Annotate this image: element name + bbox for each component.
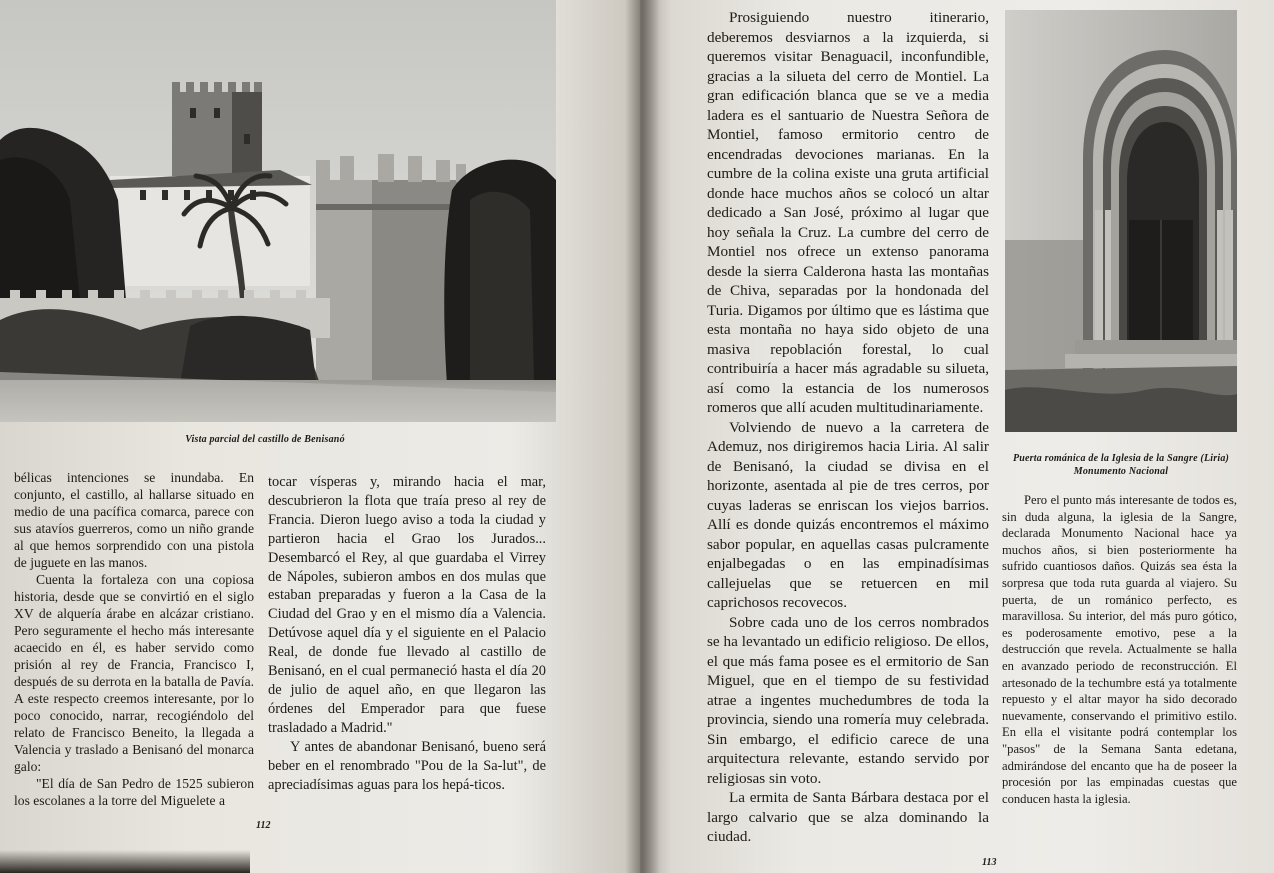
paragraph: tocar vísperas y, mirando hacia el mar, descubrieron la flota que traía preso al rey de Francia. Dieron luego aviso a toda la ciudad y partieron hacia el Grao los Jurados... Desembarcó el Rey, al que guardaba el Virrey de Nápoles, subieron ambos en dos mulas que estaban preparadas y fueron a la Casa de la Ciudad del Grao y en el mismo día a Valencia. Detúvose aquel día y el siguiente en el Palacio Real, de donde fue llevado al castillo de Benisanó, en el cual permaneció hasta el día 20 de julio de aquel año, en que llegaron las órdenes del Emperador para que fuese trasladado a Madrid."	[268, 474, 546, 736]
paragraph: Sobre cada uno de los cerros nombrados se ha levantado un edificio religioso. De ellos, el que más fama posee es el ermitorio de San Miguel, que en el tiempo de su festividad atrae a ingentes muchedumbres de toda la provincia, siendo una romería muy celebrada. Sin embargo, el edificio carece de una arquitectura relevante, estando servido por religiosas sin voto.	[707, 613, 989, 787]
page-number-left: 112	[256, 820, 271, 831]
page-number-right: 113	[982, 857, 997, 868]
castle-photo-caption: Vista parcial del castillo de Benisanó	[185, 434, 345, 445]
right-column	[1002, 492, 1237, 807]
right-main-column	[707, 8, 989, 847]
paragraph: Y antes de abandonar Benisanó, bueno será beber en el renombrado "Pou de la Sa-lut", de apreciadísimas aguas para los hepá-ticos.	[268, 738, 546, 793]
paragraph: Pero el punto más interesante de todos es, sin duda alguna, la iglesia de la Sangre, declarada Monumento Nacional hace ya muchos años, si bien posteriormente ha sufrido cuantiosos daños. Quizás sea ésta la sorpresa que toda ruta guarda al viajero. Su puerta, de un románico perfecto, es maravillosa. Su interior, del más puro gótico, es poderosamente emotivo, pese a la destrucción que revela. Actualmente se halla en avanzado periodo de reconstrucción. El artesonado de la techumbre está ya totalmente repuesto y el altar mayor ha sido decorado nuevamente, conservando el primitivo estilo. En ella el visitante podrá contemplar los "pasos" de la Semana Santa edetana, admirándose del encanto que ha de poseer la procesión por las empinadas cuestas que conducen hasta la iglesia.	[1002, 493, 1237, 806]
paragraph: Cuenta la fortaleza con una copiosa historia, desde que se convirtió en el siglo XV de alquería árabe en alcázar cristiano. Pero seguramente el hecho más interesante acaecido en él, es haber servido como prisión al rey de Francia, Francisco I, después de su derrota en la batalla de Pavía. A este respecto creemos interesante, por lo poco conocido, narrar, recogiéndolo del relato de Francisco Beneito, la llegada a Valencia y traslado a Benisanó del monarca galo:	[14, 572, 254, 774]
book-gutter	[625, 0, 660, 873]
paragraph: "El día de San Pedro de 1525 subieron los escolanes a la torre del Miguelete a	[14, 776, 254, 808]
caption-line: Puerta románica de la Iglesia de la Sangre (Liria)	[1012, 453, 1230, 464]
left-column-1	[14, 469, 254, 809]
portal-photo	[1005, 10, 1237, 432]
caption-line: Monumento Nacional	[1073, 466, 1169, 477]
paragraph: bélicas intenciones se inundaba. En conjunto, el castillo, al hallarse situado en medio de una pacífica comarca, parece con sus atavíos guerreros, como un niño grande al que hemos sorprendido con una pistola de juguete en las manos.	[14, 470, 254, 570]
book-edge-shadow	[0, 850, 250, 873]
castle-photo	[0, 0, 556, 422]
paragraph: Prosiguiendo nuestro itinerario, deberemos desviarnos a la izquierda, si queremos visitar Benaguacil, inconfundible, gracias a la silueta del cerro de Montiel. La gran edificación blanca que se ve a media ladera es el santuario de Nuestra Señora de Montiel, famoso ermitorio centro de encendradas devociones marianas. En la cumbre de la colina existe una gruta artificial donde hace muchos años se colocó un altar dedicado a San José, próximo al lugar que hoy señala la Cruz. La cumbre del cerro de Montiel nos ofrece un extenso panorama desde la sierra Calderona hasta las montañas de Chiva, separadas por la hondonada del Turia. Digamos por último que es lástima que esta montaña no haya sido objeto de una masiva repoblación forestal, lo cual contribuiría a hacer más agradable su silueta, así como la estancia de los numerosos romeros que allí acuden multitudinariamente.	[707, 9, 989, 416]
paragraph: La ermita de Santa Bárbara destaca por el largo calvario que se alza dominando la ciudad.	[707, 789, 989, 845]
portal-photo-caption	[1006, 452, 1236, 478]
left-column-2	[268, 473, 546, 794]
paragraph: Volviendo de nuevo a la carretera de Ademuz, nos dirigiremos hacia Liria. Al salir de Benisanó, la ciudad se divisa en el horizonte, asentada al pie de tres cerros, por cuyas laderas se enriscan los viejos barrios. Allí es donde quizás encontremos el máximo sabor popular, en aquellas casas pulcramente enjalbegadas o en las empinadísimas callejuelas que se retuercen en mil caprichosos recovecos.	[707, 418, 989, 611]
